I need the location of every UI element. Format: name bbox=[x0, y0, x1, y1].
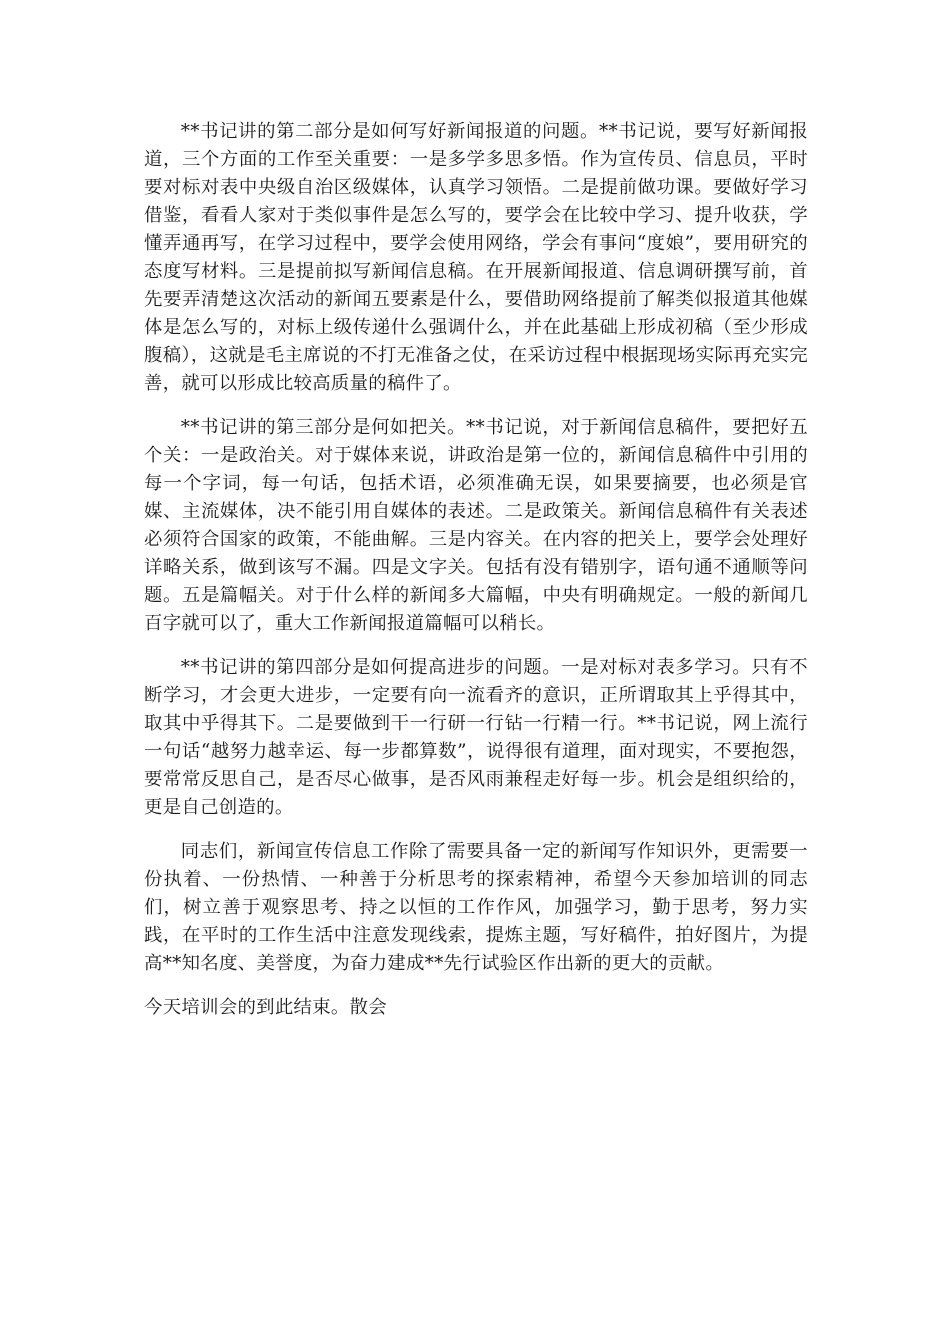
paragraph-part-two: **书记讲的第二部分是如何写好新闻报道的问题。**书记说，要写好新闻报道，三个方面的工作至关重要：一是多学多思多悟。作为宣传员、信息员，平时要对标对表中央级自治区级媒体，认真学习领悟。二是提前做功课。要做好学习借鉴，看看人家对于类似事件是怎么写的，要学会在比较中学习、提升收获，学懂弄通再写，在学习过程中，要学会使用网络，学会有事问“度娘”，要用研究的态度写材料。三是提前拟写新闻信息稿。在开展新闻报道、信息调研撰写前，首先要弄清楚这次活动的新闻五要素是什么，要借助网络提前了解类似报道其他媒体是怎么写的，对标上级传递什么强调什么，并在此基础上形成初稿（至少形成腹稿），这就是毛主席说的不打无准备之仗，在采访过程中根据现场实际再充实完善，就可以形成比较高质量的稿件了。 bbox=[144, 121, 808, 394]
document-body bbox=[144, 118, 808, 1022]
paragraph-conclusion: 同志们，新闻宣传信息工作除了需要具备一定的新闻写作知识外，更需要一份执着、一份热情、一种善于分析思考的探索精神，希望今天参加培训的同志们，树立善于观察思考、持之以恒的工作作风，加强学习，勤于思考，努力实践，在平时的工作生活中注意发现线索，提炼主题，写好稿件，拍好图片，为提高**知名度、美誉度，为奋力建成**先行试验区作出新的更大的贡献。 bbox=[144, 841, 808, 974]
paragraph-part-three: **书记讲的第三部分是何如把关。**书记说，对于新闻信息稿件，要把好五个关：一是政治关。对于媒体来说，讲政治是第一位的，新闻信息稿件中引用的每一个字词，每一句话，包括术语，必须准确无误，如果要摘要，也必须是官媒、主流媒体，决不能引用自媒体的表述。二是政策关。新闻信息稿件有关表述必须符合国家的政策，不能曲解。三是内容关。在内容的把关上，要学会处理好详略关系，做到该写不漏。四是文字关。包括有没有错别字，语句通不通顺等问题。五是篇幅关。对于什么样的新闻多大篇幅，中央有明确规定。一般的新闻几百字就可以了，重大工作新闻报道篇幅可以稍长。 bbox=[144, 417, 808, 634]
paragraph-part-four: **书记讲的第四部分是如何提高进步的问题。一是对标对表多学习。只有不断学习，才会更大进步，一定要有向一流看齐的意识，正所谓取其上乎得其中，取其中乎得其下。二是要做到干一行研一行钻一行精一行。**书记说，网上流行一句话“越努力越幸运、每一步都算数”，说得很有道理，面对现实，不要抱怨，要常常反思自己，是否尽心做事，是否风雨兼程走好每一步。机会是组织给的，更是自己创造的。 bbox=[144, 657, 808, 818]
closing-line: 今天培训会的到此结束。散会 bbox=[144, 997, 387, 1018]
